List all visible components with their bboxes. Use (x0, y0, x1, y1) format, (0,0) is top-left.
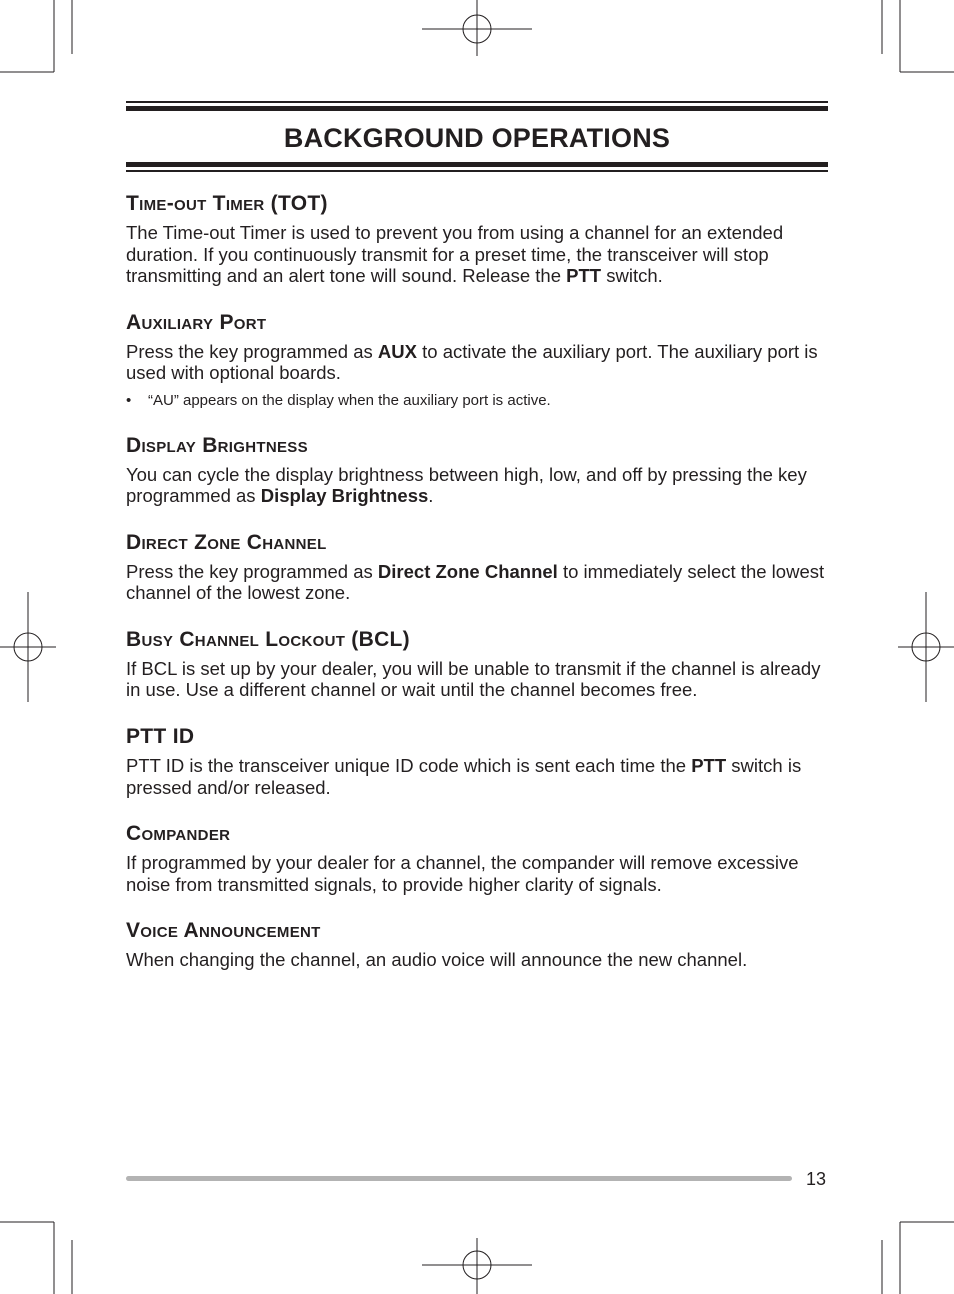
section-paragraph: Press the key programmed as AUX to activate the auxiliary port. The auxiliary port is used with optional boards. (126, 340, 818, 384)
section-heading: Voice Announcement (126, 919, 321, 943)
section-ptt-id (126, 725, 826, 798)
section-heading: Auxiliary Port (126, 310, 267, 334)
title-block (126, 101, 828, 172)
page-title: BACKGROUND OPERATIONS (283, 123, 671, 153)
bullet-icon: • (126, 391, 132, 409)
section-auxiliary-port (126, 311, 826, 410)
section-heading: Busy Channel Lockout (BCL) (126, 627, 410, 651)
section-time-out-timer (126, 192, 826, 287)
section-paragraph: The Time-out Timer is used to prevent you from using a channel for an extended duration. If you continuously transmit for a preset time, the transceiver will stop transmitting and an alert tone will sound. Release the PTT switch. (126, 222, 784, 287)
section-heading: PTT ID (126, 724, 195, 748)
content (126, 192, 826, 995)
section-voice-announcement (126, 919, 826, 971)
section-display-brightness (126, 434, 826, 507)
note-item: • “AU” appears on the display when the auxiliary port is active. (126, 391, 551, 409)
section-heading: Display Brightness (126, 433, 308, 457)
section-heading: Compander (126, 822, 231, 846)
section-compander (126, 822, 826, 895)
title-rule-top-thick (126, 106, 828, 111)
page-number: 13 (806, 1169, 827, 1189)
section-paragraph: You can cycle the display brightness between high, low, and off by pressing the key programmed as Display Brightness. (126, 463, 807, 507)
section-paragraph: PTT ID is the transceiver unique ID code which is sent each time the PTT switch is pressed and/or released. (126, 755, 802, 798)
section-paragraph: If programmed by your dealer for a channel, the compander will remove excessive noise from transmitted signals, to provide higher clarity of signals. (126, 852, 799, 895)
footer-rule (126, 1176, 792, 1181)
section-busy-channel-lockout (126, 628, 826, 701)
section-paragraph: If BCL is set up by your dealer, you will be unable to transmit if the channel is already in use. Use a different channel or wait until the channel becomes free. (126, 657, 821, 701)
title-rule-bottom-thin (126, 170, 828, 172)
section-paragraph: When changing the channel, an audio voice will announce the new channel. (126, 949, 748, 971)
section-heading: Time-out Timer (TOT) (126, 192, 328, 215)
section-heading: Direct Zone Channel (126, 530, 327, 554)
section-direct-zone-channel (126, 531, 826, 604)
section-paragraph: Press the key programmed as Direct Zone Channel to immediately select the lowest channel of the lowest zone. (126, 560, 825, 604)
